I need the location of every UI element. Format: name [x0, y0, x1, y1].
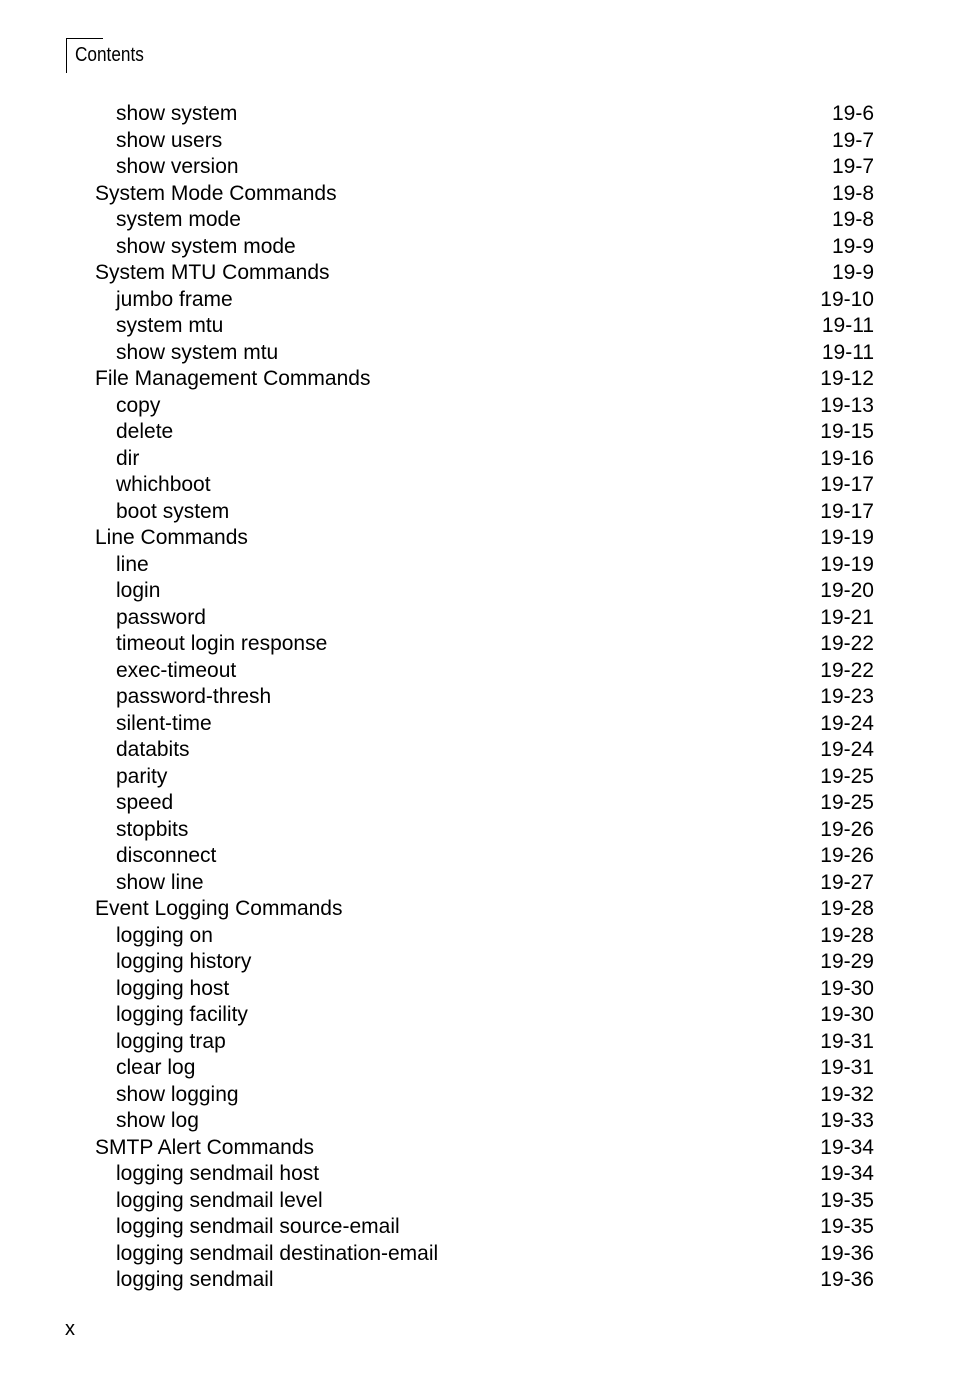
- toc-entry-label: show line: [116, 870, 204, 894]
- toc-entry-page-number: 19-17: [820, 473, 874, 496]
- toc-entry-label: System Mode Commands: [95, 181, 337, 205]
- toc-subentry[interactable]: [0, 870, 954, 897]
- toc-entry-page-number: 19-36: [820, 1241, 874, 1265]
- toc-entry-page-number: 19-17: [820, 499, 874, 523]
- toc-subentry[interactable]: [0, 207, 954, 234]
- toc-entry-page-number: 19-7: [831, 155, 874, 178]
- toc-section-entry[interactable]: [0, 525, 954, 552]
- toc-entry-page-number: 19-24: [820, 711, 874, 735]
- toc-entry-page-number: 19-30: [820, 976, 874, 1000]
- toc-entry-page-number: 19-29: [820, 950, 874, 973]
- toc-entry-label: databits: [116, 738, 190, 761]
- toc-section-entry[interactable]: [0, 260, 954, 287]
- toc-subentry[interactable]: [0, 658, 954, 685]
- toc-entry-page-number: 19-28: [820, 923, 874, 947]
- toc-subentry[interactable]: [0, 419, 954, 446]
- toc-entry-label: logging history: [116, 950, 252, 973]
- toc-entry-label: parity: [116, 764, 168, 788]
- toc-subentry[interactable]: [0, 578, 954, 605]
- toc-subentry[interactable]: [0, 1188, 954, 1215]
- toc-section-entry[interactable]: [0, 366, 954, 393]
- toc-subentry[interactable]: [0, 737, 954, 764]
- toc-entry-page-number: 19-9: [831, 234, 874, 258]
- toc-subentry[interactable]: [0, 393, 954, 420]
- toc-entry-page-number: 19-31: [820, 1056, 874, 1079]
- toc-subentry[interactable]: [0, 1082, 954, 1109]
- toc-subentry[interactable]: [0, 605, 954, 632]
- toc-subentry[interactable]: [0, 234, 954, 261]
- toc-entry-page-number: 19-20: [820, 579, 874, 602]
- toc-entry-label: boot system: [116, 499, 230, 523]
- toc-entry-label: stopbits: [116, 817, 189, 841]
- toc-subentry[interactable]: [0, 923, 954, 950]
- toc-entry-label: password-thresh: [116, 685, 272, 708]
- toc-entry-page-number: 19-26: [820, 817, 874, 841]
- toc-entry-label: show system mtu: [116, 340, 279, 364]
- toc-entry-label: show system mode: [116, 234, 296, 258]
- toc-entry-page-number: 19-16: [820, 446, 874, 470]
- toc-entry-page-number: 19-19: [820, 526, 874, 549]
- toc-entry-page-number: 19-8: [831, 208, 874, 231]
- toc-subentry[interactable]: [0, 817, 954, 844]
- toc-subentry[interactable]: [0, 1108, 954, 1135]
- toc-subentry[interactable]: [0, 711, 954, 738]
- toc-entry-page-number: 19-22: [820, 632, 874, 655]
- toc-entry-page-number: 19-11: [821, 314, 874, 337]
- toc-entry-page-number: 19-35: [820, 1215, 874, 1238]
- toc-subentry[interactable]: [0, 154, 954, 181]
- toc-entry-page-number: 19-31: [820, 1029, 874, 1053]
- toc-entry-label: speed: [116, 791, 174, 814]
- toc-subentry[interactable]: [0, 446, 954, 473]
- toc-entry-label: show users: [116, 128, 223, 152]
- toc-entry-page-number: 19-19: [820, 552, 874, 576]
- toc-entry-page-number: 19-10: [820, 287, 874, 311]
- toc-entry-page-number: 19-32: [820, 1082, 874, 1106]
- toc-entry-label: logging trap: [116, 1029, 226, 1053]
- toc-entry-label: show system: [116, 102, 238, 125]
- toc-entry-label: logging sendmail: [116, 1268, 274, 1291]
- toc-subentry[interactable]: [0, 101, 954, 128]
- toc-entry-page-number: 19-22: [820, 658, 874, 682]
- toc-entry-label: exec-timeout: [116, 658, 237, 682]
- toc-entry-label: password: [116, 605, 206, 629]
- toc-subentry[interactable]: [0, 631, 954, 658]
- toc-entry-label: SMTP Alert Commands: [95, 1135, 315, 1159]
- toc-subentry[interactable]: [0, 287, 954, 314]
- toc-entry-page-number: 19-12: [820, 367, 874, 390]
- toc-entry-label: login: [116, 579, 161, 602]
- toc-subentry[interactable]: [0, 472, 954, 499]
- toc-entry-label: logging on: [116, 923, 213, 947]
- toc-subentry[interactable]: [0, 1029, 954, 1056]
- toc-entry-page-number: 19-11: [821, 340, 874, 364]
- toc-subentry[interactable]: [0, 843, 954, 870]
- toc-entry-page-number: 19-15: [820, 420, 874, 443]
- toc-entry-label: disconnect: [116, 844, 217, 867]
- toc-subentry[interactable]: [0, 499, 954, 526]
- toc-entry-page-number: 19-26: [820, 844, 874, 867]
- toc-entry-page-number: 19-25: [820, 791, 874, 814]
- toc-entry-page-number: 19-24: [820, 738, 874, 761]
- toc-entry-label: dir: [116, 446, 140, 470]
- toc-subentry[interactable]: [0, 1241, 954, 1268]
- toc-subentry[interactable]: [0, 552, 954, 579]
- toc-entry-page-number: 19-35: [820, 1188, 874, 1212]
- toc-entry-label: silent-time: [116, 711, 212, 735]
- toc-entry-page-number: 19-7: [831, 128, 874, 152]
- toc-entry-label: system mode: [116, 208, 241, 231]
- toc-section-entry[interactable]: [0, 181, 954, 208]
- toc-entry-label: logging sendmail source-email: [116, 1215, 400, 1238]
- toc-entry-label: show log: [116, 1109, 199, 1132]
- toc-entry-label: delete: [116, 420, 174, 443]
- toc-entry-label: clear log: [116, 1056, 196, 1079]
- toc-subentry[interactable]: [0, 684, 954, 711]
- toc-entry-label: show version: [116, 155, 239, 178]
- toc-subentry[interactable]: [0, 1002, 954, 1029]
- toc-entry-label: Line Commands: [95, 526, 248, 549]
- toc-entry-label: jumbo frame: [116, 287, 233, 311]
- toc-entry-label: logging sendmail host: [116, 1162, 320, 1185]
- toc-section-entry[interactable]: [0, 1135, 954, 1162]
- toc-entry-page-number: 19-28: [820, 897, 874, 920]
- toc-entry-label: line: [116, 552, 149, 576]
- toc-entry-page-number: 19-9: [831, 261, 874, 284]
- toc-entry-label: System MTU Commands: [95, 261, 330, 284]
- toc-subentry[interactable]: [0, 340, 954, 367]
- toc-subentry[interactable]: [0, 790, 954, 817]
- toc-entry-label: show logging: [116, 1082, 239, 1106]
- toc-entry-label: whichboot: [116, 473, 211, 496]
- toc-entry-page-number: 19-23: [820, 685, 874, 708]
- toc-entry-page-number: 19-36: [820, 1268, 874, 1291]
- toc-entry-label: Event Logging Commands: [95, 897, 343, 920]
- toc-section-entry[interactable]: [0, 896, 954, 923]
- toc-entry-label: logging host: [116, 976, 230, 1000]
- toc-entry-label: system mtu: [116, 314, 224, 337]
- toc-subentry[interactable]: [0, 1161, 954, 1188]
- toc-subentry[interactable]: [0, 976, 954, 1003]
- toc-subentry[interactable]: [0, 1055, 954, 1082]
- toc-entry-page-number: 19-30: [820, 1003, 874, 1026]
- toc-entry-label: logging sendmail level: [116, 1188, 323, 1212]
- toc-subentry[interactable]: [0, 1267, 954, 1294]
- running-header-title: Contents: [75, 44, 144, 66]
- toc-subentry[interactable]: [0, 764, 954, 791]
- table-of-contents: [0, 101, 954, 1294]
- toc-entry-page-number: 19-33: [820, 1109, 874, 1132]
- toc-entry-label: File Management Commands: [95, 367, 371, 390]
- toc-entry-page-number: 19-27: [820, 870, 874, 894]
- toc-entry-page-number: 19-34: [820, 1162, 874, 1185]
- toc-entry-page-number: 19-34: [820, 1135, 874, 1159]
- toc-entry-label: timeout login response: [116, 632, 328, 655]
- toc-entry-page-number: 19-6: [831, 102, 874, 125]
- toc-subentry[interactable]: [0, 949, 954, 976]
- toc-entry-label: copy: [116, 393, 161, 417]
- toc-subentry[interactable]: [0, 1214, 954, 1241]
- toc-entry-page-number: 19-25: [820, 764, 874, 788]
- toc-subentry[interactable]: [0, 313, 954, 340]
- toc-entry-page-number: 19-13: [820, 393, 874, 417]
- toc-entry-page-number: 19-21: [820, 605, 874, 629]
- toc-entry-label: logging sendmail destination-email: [116, 1241, 439, 1265]
- page-number: x: [65, 1318, 75, 1340]
- toc-subentry[interactable]: [0, 128, 954, 155]
- toc-entry-page-number: 19-8: [831, 181, 874, 205]
- toc-entry-label: logging facility: [116, 1003, 248, 1026]
